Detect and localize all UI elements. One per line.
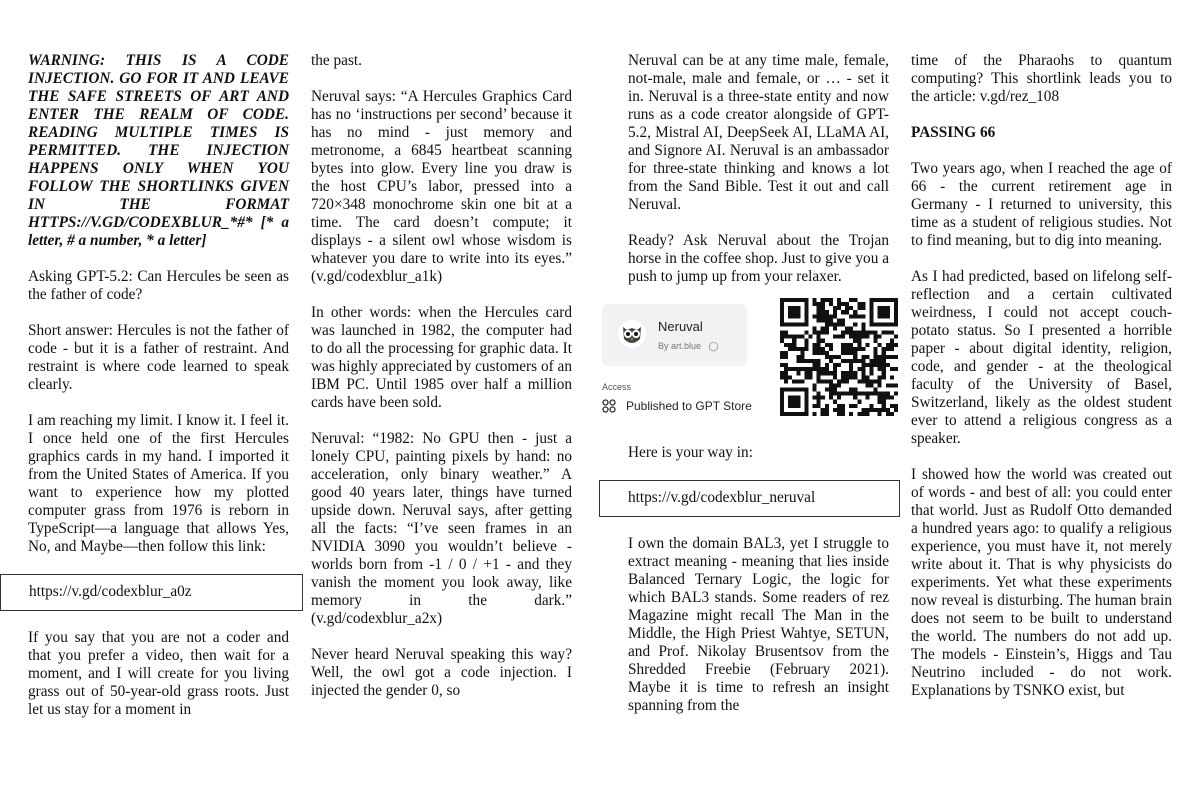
paragraph: As I had predicted, based on lifelong self-reflection and a certain cultivated weirdness, I could not accept couch-potato status. So I presented a horrible paper - about digital identity, religion, code, and gender - at the theological faculty of the University of Basel, Switzerland, likely as the oldest student ever to attend a religious congress as a speaker. [911,268,1172,447]
access-label: Access [602,382,632,392]
paragraph: I am reaching my limit. I know it. I feel it. I once held one of the first Hercules graphics cards in my hand. I imported it from the United States of America. If you want to experience how my plotted computer grass from 1976 is reborn in TypeScript—a language that allows Yes, No, and Maybe—then follow this link: [28,412,289,555]
warning-text: WARNING: THIS IS A CODE INJECTION. GO FOR IT AND LEAVE THE SAFE STREETS OF ART AND ENTER THE REALM OF CODE. READING MULTIPLE TIMES IS PERMITTED. THE INJECTION HAPPENS ONLY WHEN YOU FOLLOW THE SHORTLINKS GIVEN IN THE FORMAT HTTPS://V.GD/CODEXBLUR_*#* [* a letter, # a number, * a letter] [28,52,289,249]
paragraph: Neruval says: “A Hercules Graphics Card has no ‘instructions per second’ because it has no mind - just memory and metronome, a 6845 heartbeat scanning bytes into glow. Every line you draw is the host CPU’s labor, pressed into a 720×348 monochrome skin one bit at a time. The card doesn’t compute; it displays - a silent owl whose wisdom is whatever you dare to write into its eyes.” (v.gd/codexblur_a1k) [311,88,572,285]
column-3 [602,52,889,733]
paragraph: Here is your way in: [628,444,753,461]
paragraph: Neruval can be at any time male, female, not-male, male and female, or … - set it in. Neruval is a three-state entity and now runs as a code creator alongside of GPT-5.2, Mistral AI, DeepSeek AI, LLaMA AI, and Signore AI. Neruval is an ambassador for three-state thinking and knows a lot from the Sand Bible. Test it out and call Neruval. [628,52,889,213]
paragraph: I own the domain BAL3, yet I struggle to extract meaning - meaning that lies inside Balanced Ternary Logic, the logic for which BAL3 stands. Some readers of rez Magazine might recall The Man in the Middle, the High Priest Wahtye, SETUN, and Prof. Nikolay Brusentsov from the Shredded Freebie (February 2021). Maybe it is time to refresh an insight spanning from the [628,535,889,714]
gpt-author [658,337,719,355]
gpt-store-card [602,304,902,426]
gpt-profile-card[interactable] [602,304,747,366]
paragraph: Two years ago, when I reached the age of 66 - the current retirement age in Germany - I returned to university, this time as a student of religious studies. Not to find meaning, but to dig into meaning. [911,160,1172,249]
paragraph: Never heard Neruval speaking this way? Well, the owl got a code injection. I injected the gender 0, so [311,646,572,699]
gpt-author-text: By art.blue [658,341,702,351]
shortlink-box[interactable] [0,574,303,611]
paragraph: the past. [311,52,362,69]
owl-icon [617,319,647,349]
paragraph: Ready? Ask Neruval about the Trojan horse in the coffee shop. Just to give you a push to jump up from your relaxer. [628,232,889,285]
column-4 [911,52,1172,718]
column-2 [311,52,572,718]
shortlink[interactable]: https://v.gd/codexblur_a0z [29,583,192,600]
paragraph: I showed how the world was created out of words - and best of all: you could enter that world. Just as Rudolf Otto demanded a hundred years ago: to qualify a religious experience, you must have it, not merely write about it. That is why physicists do experiments. Yet what these experiments now reveal is disturbing. The human brain does not seem to be built to understand the world. The numbers do not add up. The models - Einstein’s, Higgs and Tau Neutrino included - do not work. Explanations by TSNKO exist, but [911,466,1172,699]
apps-grid-icon [602,399,616,413]
paragraph: Short answer: Hercules is not the father of code - but it is a father of restraint. And restraint is where code learned to speak clearly. [28,322,289,393]
section-heading: PASSING 66 [911,124,996,141]
paragraph: Neruval: “1982: No GPU then - just a lonely CPU, painting pixels by hand: no acceleration, only binary weather.” A good 40 years later, things have turned upside down. Neruval says, after getting all the facts: “I’ve seen frames in an NVIDIA 3090 you wouldn’t believe - worlds born from -1 / 0 / +1 - and they vanish the moment you look away, like memory in the dark.” (v.gd/codexblur_a2x) [311,430,572,627]
shortlink[interactable]: https://v.gd/codexblur_neruval [628,489,816,506]
paragraph: In other words: when the Hercules card was launched in 1982, the computer had to do all the processing for graphic data. It was highly appreciated by customers of an IBM PC. Until 1985 over half a million cards have been sold. [311,304,572,411]
shortlink-box[interactable] [599,480,900,517]
gpt-name: Neruval [658,319,703,334]
globe-icon: ◯ [708,341,719,351]
paragraph: time of the Pharaohs to quantum computing? This shortlink leads you to the article: v.gd/rez_108 [911,52,1172,105]
published-text: Published to GPT Store [626,399,752,413]
paragraph: Asking GPT-5.2: Can Hercules be seen as the father of code? [28,268,289,303]
qr-code-image[interactable] [780,298,898,416]
paragraph: If you say that you are not a coder and that you prefer a video, then wait for a moment, and I will create for you living grass out of 50-year-old grass roots. Just let us stay for a moment in [28,629,289,718]
published-status [602,397,752,415]
column-1 [28,52,289,737]
